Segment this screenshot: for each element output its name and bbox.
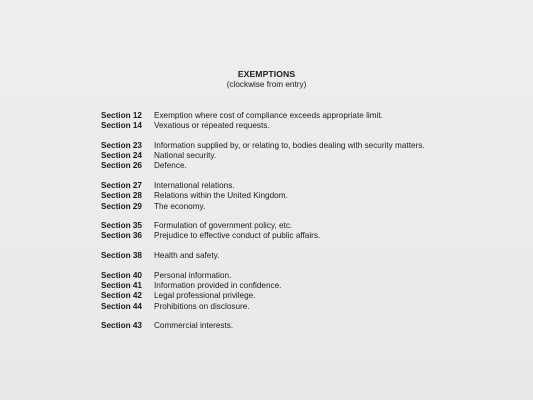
exemption-row [101,302,521,312]
exemption-description: Legal professional privilege. [154,291,256,301]
exemption-description: Vexatious or repeated requests. [154,121,270,131]
exemption-group [101,111,521,131]
section-number: Section 24 [101,151,142,161]
exemption-description: Prejudice to effective conduct of public affairs. [154,231,321,241]
exemption-group [101,181,521,212]
exemption-description: Defence. [154,161,187,171]
exemption-description: Information provided in confidence. [154,281,282,291]
exemption-group [101,251,521,261]
exemption-description: Formulation of government policy, etc. [154,221,293,231]
exemption-row [101,251,521,261]
exemption-group [101,141,521,172]
exemption-description: The economy. [154,201,206,211]
exemption-row [101,161,521,171]
exemption-row [101,291,521,301]
section-number: Section 42 [101,291,142,301]
exemption-group [101,271,521,312]
section-number: Section 40 [101,271,142,281]
exemption-description: International relations. [154,181,235,191]
exemption-row [101,321,521,331]
exemption-row [101,271,521,281]
exemption-row [101,231,521,241]
section-number: Section 29 [101,201,142,211]
exemption-row [101,141,521,151]
exemption-row [101,121,521,131]
exemption-row [101,221,521,231]
exemption-row [101,181,521,191]
section-number: Section 27 [101,181,142,191]
exemption-description: Exemption where cost of compliance exceeds appropriate limit. [154,111,383,120]
exemption-row [101,191,521,201]
section-number: Section 14 [101,121,142,131]
section-number: Section 38 [101,251,142,261]
exemption-description: Health and safety. [154,251,220,261]
section-number: Section 26 [101,161,142,171]
section-number: Section 44 [101,301,142,311]
exemption-description: Relations within the United Kingdom. [154,191,288,201]
section-number: Section 43 [101,321,142,331]
exemption-description: Information supplied by, or relating to, bodies dealing with security matters. [154,140,425,150]
section-number: Section 28 [101,191,142,201]
exemption-row [101,111,521,121]
exemption-description: Commercial interests. [154,321,234,331]
page-title: EXEMPTIONS [237,69,296,79]
section-number: Section 12 [101,111,142,120]
section-number: Section 41 [101,281,142,291]
exemptions-list [101,111,521,341]
page-subtitle: (clockwise from entry) [226,80,307,89]
section-number: Section 35 [101,221,142,231]
exemption-description: Personal information. [154,271,232,281]
exemption-description: Prohibitions on disclosure. [154,301,250,311]
exemption-group [101,321,521,331]
exemption-group [101,221,521,241]
section-number: Section 36 [101,231,142,241]
section-number: Section 23 [101,140,142,150]
exemption-row [101,151,521,161]
exemption-row [101,202,521,212]
exemption-row [101,281,521,291]
exemption-description: National security. [154,151,217,161]
